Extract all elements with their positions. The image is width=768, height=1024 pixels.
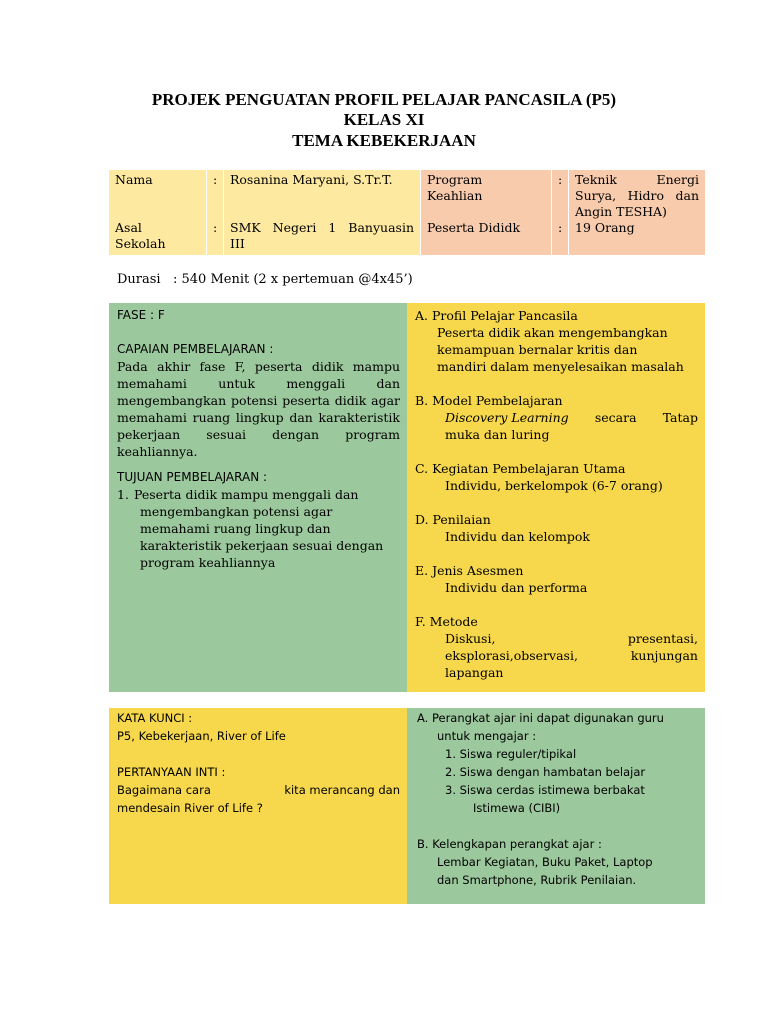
pertanyaan-line-2: mendesain River of Life ?	[117, 801, 263, 815]
info-table	[109, 170, 705, 255]
perangkat-line: untuk mengajar :	[437, 729, 537, 743]
metode-word: kunjungan	[630, 648, 698, 663]
nama-label: Nama	[115, 172, 153, 187]
colon: :	[558, 220, 563, 235]
program-value-3: Angin TESHA)	[575, 204, 667, 219]
document-title-line3: TEMA KEBEKERJAAN	[292, 131, 476, 150]
kata-kunci-pertanyaan-box	[109, 708, 407, 904]
tujuan-heading: TUJUAN PEMBELAJARAN :	[117, 470, 268, 484]
document-title-line2: KELAS XI	[343, 110, 425, 129]
capaian-heading: CAPAIAN PEMBELAJARAN :	[117, 342, 274, 356]
nama-asal-value-cell	[224, 170, 420, 255]
capaian-text: Pada akhir fase F, peserta didik mampu memahami untuk menggali dan mengembangkan potensi peserta didik agar memahami ruang lingkup dan karakteristik pekerjaan sesuai dengan program keahliannya.	[117, 359, 400, 459]
model-title: B. Model Pembelajaran	[415, 393, 563, 408]
fase-label: FASE : F	[117, 308, 165, 322]
asal-value-2: III	[230, 236, 245, 251]
kelengkapan-title: B. Kelengkapan perangkat ajar :	[417, 837, 602, 851]
program-value-2: Surya, Hidro dan	[575, 188, 699, 203]
tujuan-line: program keahliannya	[140, 555, 276, 570]
document-title-line1: PROJEK PENGUATAN PROFIL PELAJAR PANCASILA (P5)	[151, 90, 617, 109]
colon-cell-1	[207, 170, 223, 255]
program-label-2: Keahlian	[427, 188, 483, 203]
peserta-value: 19 Orang	[575, 220, 635, 235]
profil-model-metode-box	[407, 303, 705, 692]
tujuan-number: 1.	[117, 487, 129, 502]
metode-line-3: lapangan	[445, 665, 504, 680]
tujuan-line: karakteristik pekerjaan sesuai dengan	[140, 538, 384, 553]
nama-value: Rosanina Maryani, S.Tr.T.	[230, 172, 393, 187]
kelengkapan-line: dan Smartphone, Rubrik Penilaian.	[437, 873, 637, 887]
profil-line: Peserta didik akan mengembangkan	[437, 325, 668, 340]
perangkat-list-item-cont: Istimewa (CIBI)	[473, 801, 561, 815]
asal-label-2: Sekolah	[115, 236, 166, 251]
colon-cell-2	[552, 170, 568, 255]
kegiatan-title: C. Kegiatan Pembelajaran Utama	[415, 461, 626, 476]
kata-kunci-value: P5, Kebekerjaan, River of Life	[117, 729, 286, 743]
nama-asal-label-cell	[109, 170, 206, 255]
peserta-label: Peserta Dididk	[427, 220, 521, 235]
tujuan-list-item	[117, 486, 400, 571]
metode-line	[445, 630, 698, 647]
program-label-1: Program	[427, 172, 483, 187]
asal-label-1: Asal	[115, 220, 142, 235]
asal-value-1: SMK Negeri 1 Banyuasin	[230, 220, 414, 235]
fase-capaian-tujuan-box	[109, 303, 407, 692]
profil-title: A. Profil Pelajar Pancasila	[415, 308, 578, 323]
pertanyaan-line	[117, 781, 400, 799]
pertanyaan-words: kita merancang dan	[284, 783, 400, 797]
asesmen-line: Individu dan performa	[445, 580, 588, 595]
perangkat-list-item: 1. Siswa reguler/tipikal	[445, 747, 577, 761]
perangkat-ajar-box	[407, 708, 705, 904]
penilaian-title: D. Penilaian	[415, 512, 491, 527]
perangkat-title: A. Perangkat ajar ini dapat digunakan guru	[417, 711, 664, 725]
asesmen-title: E. Jenis Asesmen	[415, 563, 524, 578]
durasi-text: Durasi : 540 Menit (2 x pertemuan @4x45’)	[117, 272, 413, 287]
tujuan-line: memahami ruang lingkup dan	[140, 521, 331, 536]
metode-word: eksplorasi,observasi,	[445, 648, 578, 663]
metode-word: Diskusi,	[445, 631, 496, 646]
program-value-1: Teknik Energi	[575, 172, 699, 187]
colon: :	[213, 172, 218, 187]
model-line	[445, 409, 698, 426]
colon: :	[558, 172, 563, 187]
program-peserta-value-cell	[569, 170, 705, 255]
pertanyaan-heading: PERTANYAAN INTI :	[117, 765, 226, 779]
penilaian-line: Individu dan kelompok	[445, 529, 591, 544]
metode-word: presentasi,	[627, 631, 698, 646]
colon: :	[213, 220, 218, 235]
program-peserta-label-cell	[421, 170, 551, 255]
profil-line: kemampuan bernalar kritis dan	[437, 342, 638, 357]
kata-kunci-heading: KATA KUNCI :	[117, 711, 193, 725]
model-method-name: Discovery Learning	[445, 410, 569, 425]
pertanyaan-words: Bagaimana cara	[117, 783, 211, 797]
metode-line	[445, 647, 698, 664]
model-word: secara	[594, 410, 637, 425]
tujuan-line: mengembangkan potensi agar	[140, 504, 333, 519]
kegiatan-line: Individu, berkelompok (6-7 orang)	[445, 478, 663, 493]
tujuan-line: Peserta didik mampu menggali dan	[134, 487, 359, 502]
perangkat-list-item: 2. Siswa dengan hambatan belajar	[445, 765, 646, 779]
metode-title: F. Metode	[415, 614, 478, 629]
profil-line: mandiri dalam menyelesaikan masalah	[437, 359, 684, 374]
model-word: Tatap	[662, 410, 698, 425]
kelengkapan-line: Lembar Kegiatan, Buku Paket, Laptop	[437, 855, 653, 869]
model-line-2: muka dan luring	[445, 427, 550, 442]
perangkat-list-item: 3. Siswa cerdas istimewa berbakat	[445, 783, 645, 797]
